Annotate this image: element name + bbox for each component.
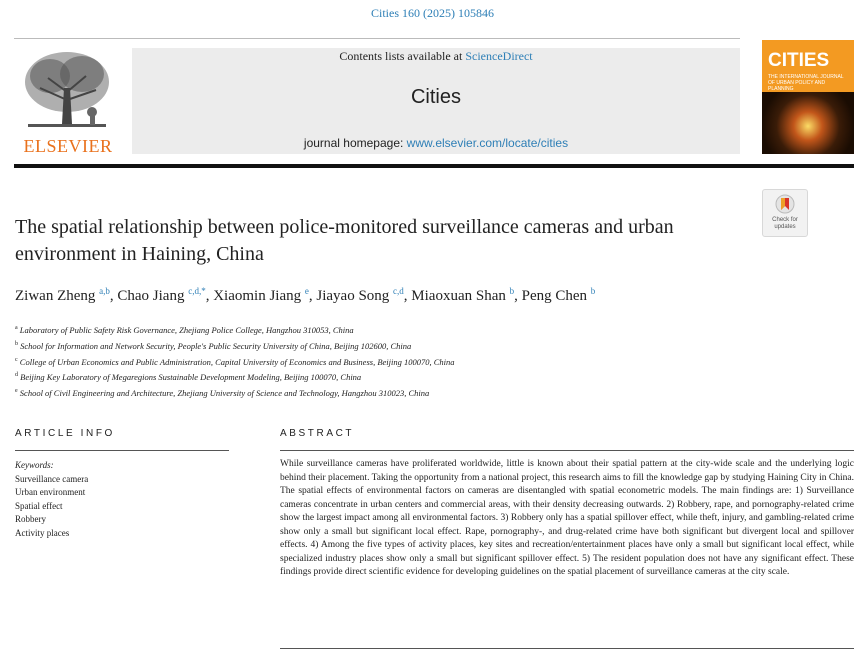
contents-prefix: Contents lists available at: [339, 49, 466, 63]
abstract-bottom-rule: [280, 648, 854, 649]
journal-citation[interactable]: Cities 160 (2025) 105846: [371, 6, 494, 20]
journal-cover[interactable]: [762, 40, 854, 154]
abstract-rule: [280, 450, 854, 451]
keyword[interactable]: Activity places: [15, 527, 70, 538]
check-updates-icon: [775, 194, 795, 214]
affiliation: $^d$ Beijing Key Laboratory of Megaregions Sustainable Development Modeling, Beijing 100070, China: [15, 372, 362, 383]
author[interactable]: Jiayao Song $^{c,d}$: [316, 286, 404, 304]
cover-title: CITIES: [768, 50, 830, 71]
keyword[interactable]: Robbery: [15, 514, 46, 524]
header-top-rule: [14, 38, 740, 39]
author[interactable]: Chao Jiang $^{c,d,*}$: [117, 286, 206, 304]
affiliation: $^b$ School for Information and Network Security, People's Public Security University of China, Beijing 102600, China: [15, 340, 412, 351]
author-list: Ziwan Zheng $^{a,b}$, Chao Jiang $^{c,d,*}$, Xiaomin Jiang $^e$, Jiayao Song $^{c,d}$, Miaoxuan Shan $^b$, Peng Chen $^b$: [15, 286, 596, 304]
author[interactable]: Ziwan Zheng $^{a,b}$: [15, 286, 110, 304]
abstract-heading: ABSTRACT: [280, 428, 355, 439]
keywords-label: Keywords:: [15, 460, 54, 470]
journal-title: Cities: [410, 86, 461, 108]
article-info-rule: [15, 450, 229, 451]
author[interactable]: Xiaomin Jiang $^e$: [213, 286, 309, 304]
author[interactable]: Miaoxuan Shan $^b$: [411, 286, 515, 304]
article-info-heading: ARTICLE INFO: [15, 428, 115, 439]
publisher-name: ELSEVIER: [23, 136, 113, 156]
tree-logo-icon: [20, 48, 114, 132]
keyword[interactable]: Urban environment: [15, 487, 86, 497]
check-for-updates-button[interactable]: [762, 189, 808, 237]
journal-banner: [132, 48, 740, 154]
article-title: The spatial relationship between police-monitored surveillance cameras and urban environment in Haining, China: [15, 216, 674, 265]
affiliation: $^e$ School of Civil Engineering and Architecture, Zhejiang University of Science and Technology, Hangzhou 310023, China: [15, 388, 430, 399]
keyword[interactable]: Surveillance camera: [15, 473, 89, 484]
contents-line: [132, 49, 740, 64]
check-updates-label: Check for updates: [772, 217, 798, 230]
keywords-block: [15, 459, 229, 540]
cover-city-image: [762, 92, 854, 154]
affiliation: $^c$ College of Urban Economics and Public Administration, Capital University of Economics and Business, Beijing 100070, China: [15, 356, 455, 367]
affiliation-list: [15, 321, 855, 400]
journal-homepage: [132, 136, 740, 150]
abstract-text: While surveillance cameras have proliferated worldwide, little is known about their spatial pattern at the city-wide scale and the underlying logic behind their placement. Taking the opportunity from a national project, this research aims to fill the knowledge gap by studying Haining City in China. The spatial effects of environmental factors on cameras are disentangled with spatial econometric models. The main findings are: 1) Surveillance cameras concentrate in urban centers and commercial areas, with their density decreasing outwards. 2) Robbery, rape, and pornography-related crime show the largest impact among all environmental factors. 3) Robbery only has a spatial spillover effect, while theft, injury, and gambling-related crime show only a small but significant local effect. Rape, pornography-, and drug-related crime have both significant but divergent local and spillover effects. 4) Among the five types of activity places, key sites and recreation/entertainment places have only a small but significant local effect, while specialized industry places show only a small but significant spillover effect. 5) The resident population does not have any significant effect. These findings provide direct scientific evidence for developing guidelines on the spatial placement of surveillance cameras at the city scale.: [280, 459, 854, 577]
homepage-label: journal homepage:: [303, 136, 407, 150]
cover-subtitle: THE INTERNATIONAL JOURNAL OF URBAN POLICY AND PLANNING: [768, 74, 844, 92]
author[interactable]: Peng Chen $^b$: [521, 286, 596, 304]
elsevier-logo[interactable]: [14, 48, 122, 160]
affiliation: $^a$ Laboratory of Public Safety Risk Governance, Zhejiang Police College, Hangzhou 310053, China: [15, 324, 354, 335]
homepage-link[interactable]: www.elsevier.com/locate/cities: [406, 136, 569, 150]
header-bottom-rule: [14, 164, 854, 168]
sciencedirect-link[interactable]: ScienceDirect: [465, 49, 533, 63]
keyword[interactable]: Spatial effect: [15, 500, 63, 511]
